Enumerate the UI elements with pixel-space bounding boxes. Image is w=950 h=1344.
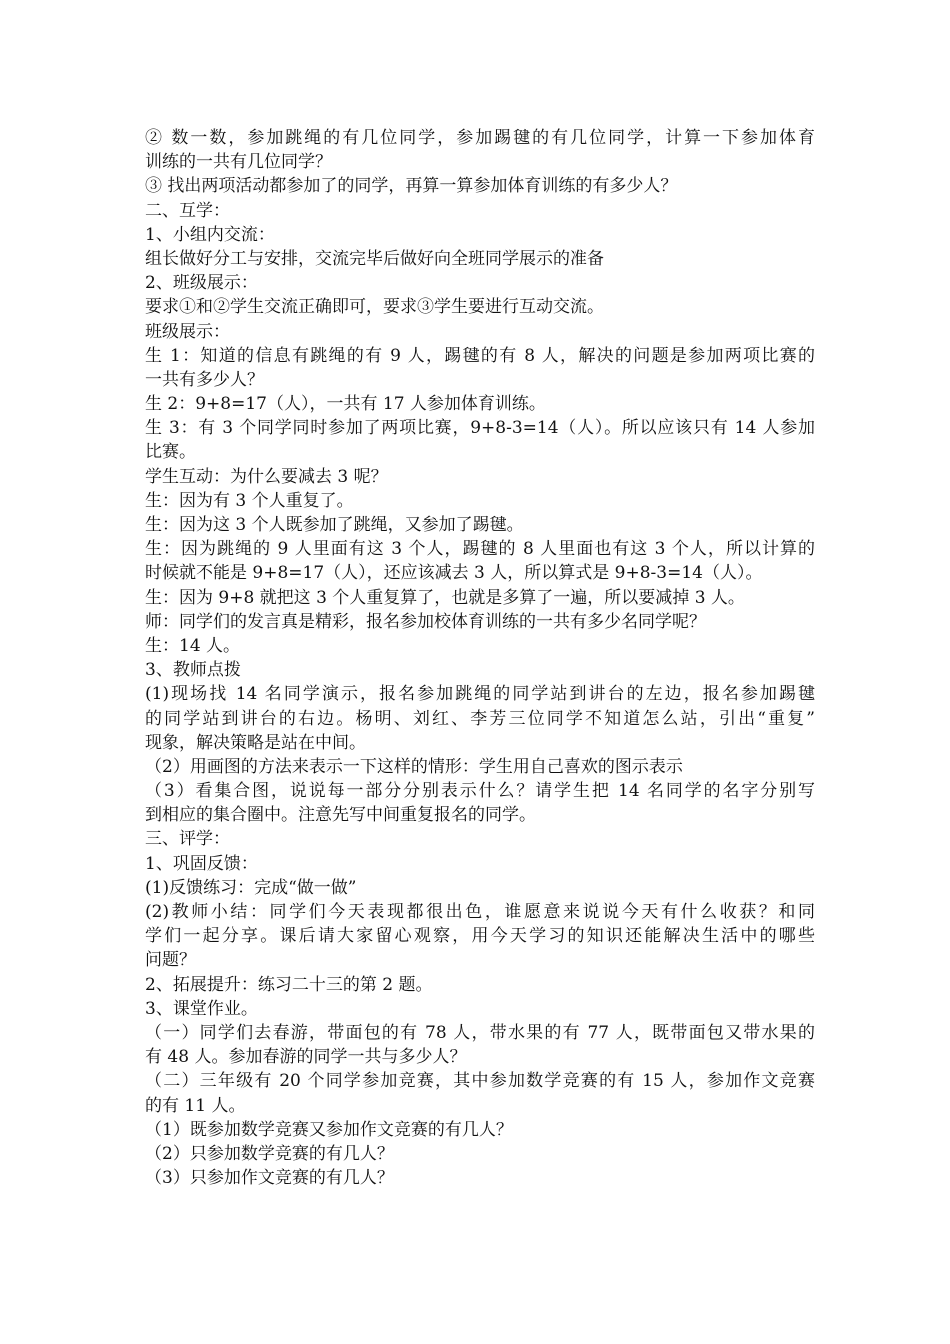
- subsection-heading: 3、教师点拨: [145, 660, 241, 681]
- text-line: 生 2：9+8=17（人），一共有 17 人参加体育训练。: [145, 394, 546, 415]
- text-line: 现象，解决策略是站在中间。: [145, 732, 366, 753]
- section-heading: 二、互学：: [145, 200, 230, 221]
- text-line: 生：因为有 3 个人重复了。: [145, 490, 354, 511]
- text-line: 训练的一共有几位同学？: [145, 152, 332, 173]
- text-line: 生 3：有 3 个同学同时参加了两项比赛，9+8-3=14（人）。所以应该只有 14 人参加: [145, 418, 815, 439]
- text-line: 师：同学们的发言真是精彩，报名参加校体育训练的一共有多少名同学呢？: [145, 611, 706, 632]
- text-line: （3）看集合图，说说每一部分分别表示什么？请学生把 14 名同学的名字分别写: [145, 781, 815, 802]
- text-line: （1）既参加数学竞赛又参加作文竞赛的有几人？: [145, 1119, 513, 1140]
- text-line: ③ 找出两项活动都参加了的同学，再算一算参加体育训练的有多少人？: [145, 176, 678, 197]
- text-line: ② 数一数，参加跳绳的有几位同学，参加踢毽的有几位同学，计算一下参加体育: [145, 128, 815, 148]
- subsection-heading: 1、巩固反馈：: [145, 853, 258, 874]
- text-line: （2）用画图的方法来表示一下这样的情形：学生用自己喜欢的图示表示: [145, 756, 683, 777]
- text-line: 生：因为 9+8 就把这 3 个人重复算了，也就是多算了一遍，所以要减掉 3 人。: [145, 587, 745, 608]
- text-line: 学们一起分享。课后请大家留心观察，用今天学习的知识还能解决生活中的哪些: [145, 926, 815, 947]
- text-line: 班级展示：: [145, 321, 230, 342]
- text-line: 生 1：知道的信息有跳绳的有 9 人，踢毽的有 8 人，解决的问题是参加两项比赛的: [145, 345, 815, 366]
- text-line: 的同学站到讲台的右边。杨明、刘红、李芳三位同学不知道怎么站，引出“重复”: [145, 708, 815, 729]
- text-line: 学生互动：为什么要减去 3 呢？: [145, 466, 388, 487]
- text-line: 2、拓展提升：练习二十三的第 2 题。: [145, 974, 433, 995]
- subsection-heading: 1、小组内交流：: [145, 224, 275, 245]
- section-heading: 三、评学：: [145, 829, 230, 850]
- text-line: (2)教师小结：同学们今天表现都很出色，谁愿意来说说今天有什么收获？和同: [145, 902, 815, 922]
- text-line: （3）只参加作文竞赛的有几人？: [145, 1168, 394, 1189]
- text-line: （二）三年级有 20 个同学参加竞赛，其中参加数学竞赛的有 15 人，参加作文竞赛: [145, 1071, 815, 1092]
- text-line: (1)反馈练习：完成“做一做”: [145, 877, 357, 898]
- text-line: 到相应的集合圈中。注意先写中间重复报名的同学。: [145, 805, 536, 826]
- text-line: 时候就不能是 9+8=17（人），还应该减去 3 人，所以算式是 9+8-3=14（人）。: [145, 563, 763, 584]
- text-line: 生：14 人。: [145, 635, 241, 656]
- text-line: 要求①和②学生交流正确即可，要求③学生要进行互动交流。: [145, 297, 604, 318]
- text-line: 的有 11 人。: [145, 1095, 246, 1116]
- text-line: （2）只参加数学竞赛的有几人？: [145, 1143, 394, 1164]
- document-body: [145, 126, 815, 1190]
- text-line: 问题？: [145, 950, 196, 971]
- text-line: 生：因为跳绳的 9 人里面有这 3 个人，踢毽的 8 人里面也有这 3 个人，所以计算的: [145, 539, 815, 560]
- subsection-heading: 3、课堂作业。: [145, 998, 258, 1019]
- text-line: 有 48 人。参加春游的同学一共与多少人？: [145, 1047, 467, 1068]
- subsection-heading: 2、班级展示：: [145, 273, 258, 294]
- text-line: 生：因为这 3 个人既参加了跳绳，又参加了踢毽。: [145, 515, 524, 535]
- text-line: (1)现场找 14 名同学演示，报名参加跳绳的同学站到讲台的左边，报名参加踢毽: [145, 684, 815, 705]
- text-line: 一共有多少人？: [145, 369, 264, 390]
- text-line: 组长做好分工与安排，交流完毕后做好向全班同学展示的准备: [145, 248, 604, 269]
- text-line: （一）同学们去春游，带面包的有 78 人，带水果的有 77 人，既带面包又带水果的: [145, 1022, 815, 1043]
- text-line: 比赛。: [145, 442, 196, 463]
